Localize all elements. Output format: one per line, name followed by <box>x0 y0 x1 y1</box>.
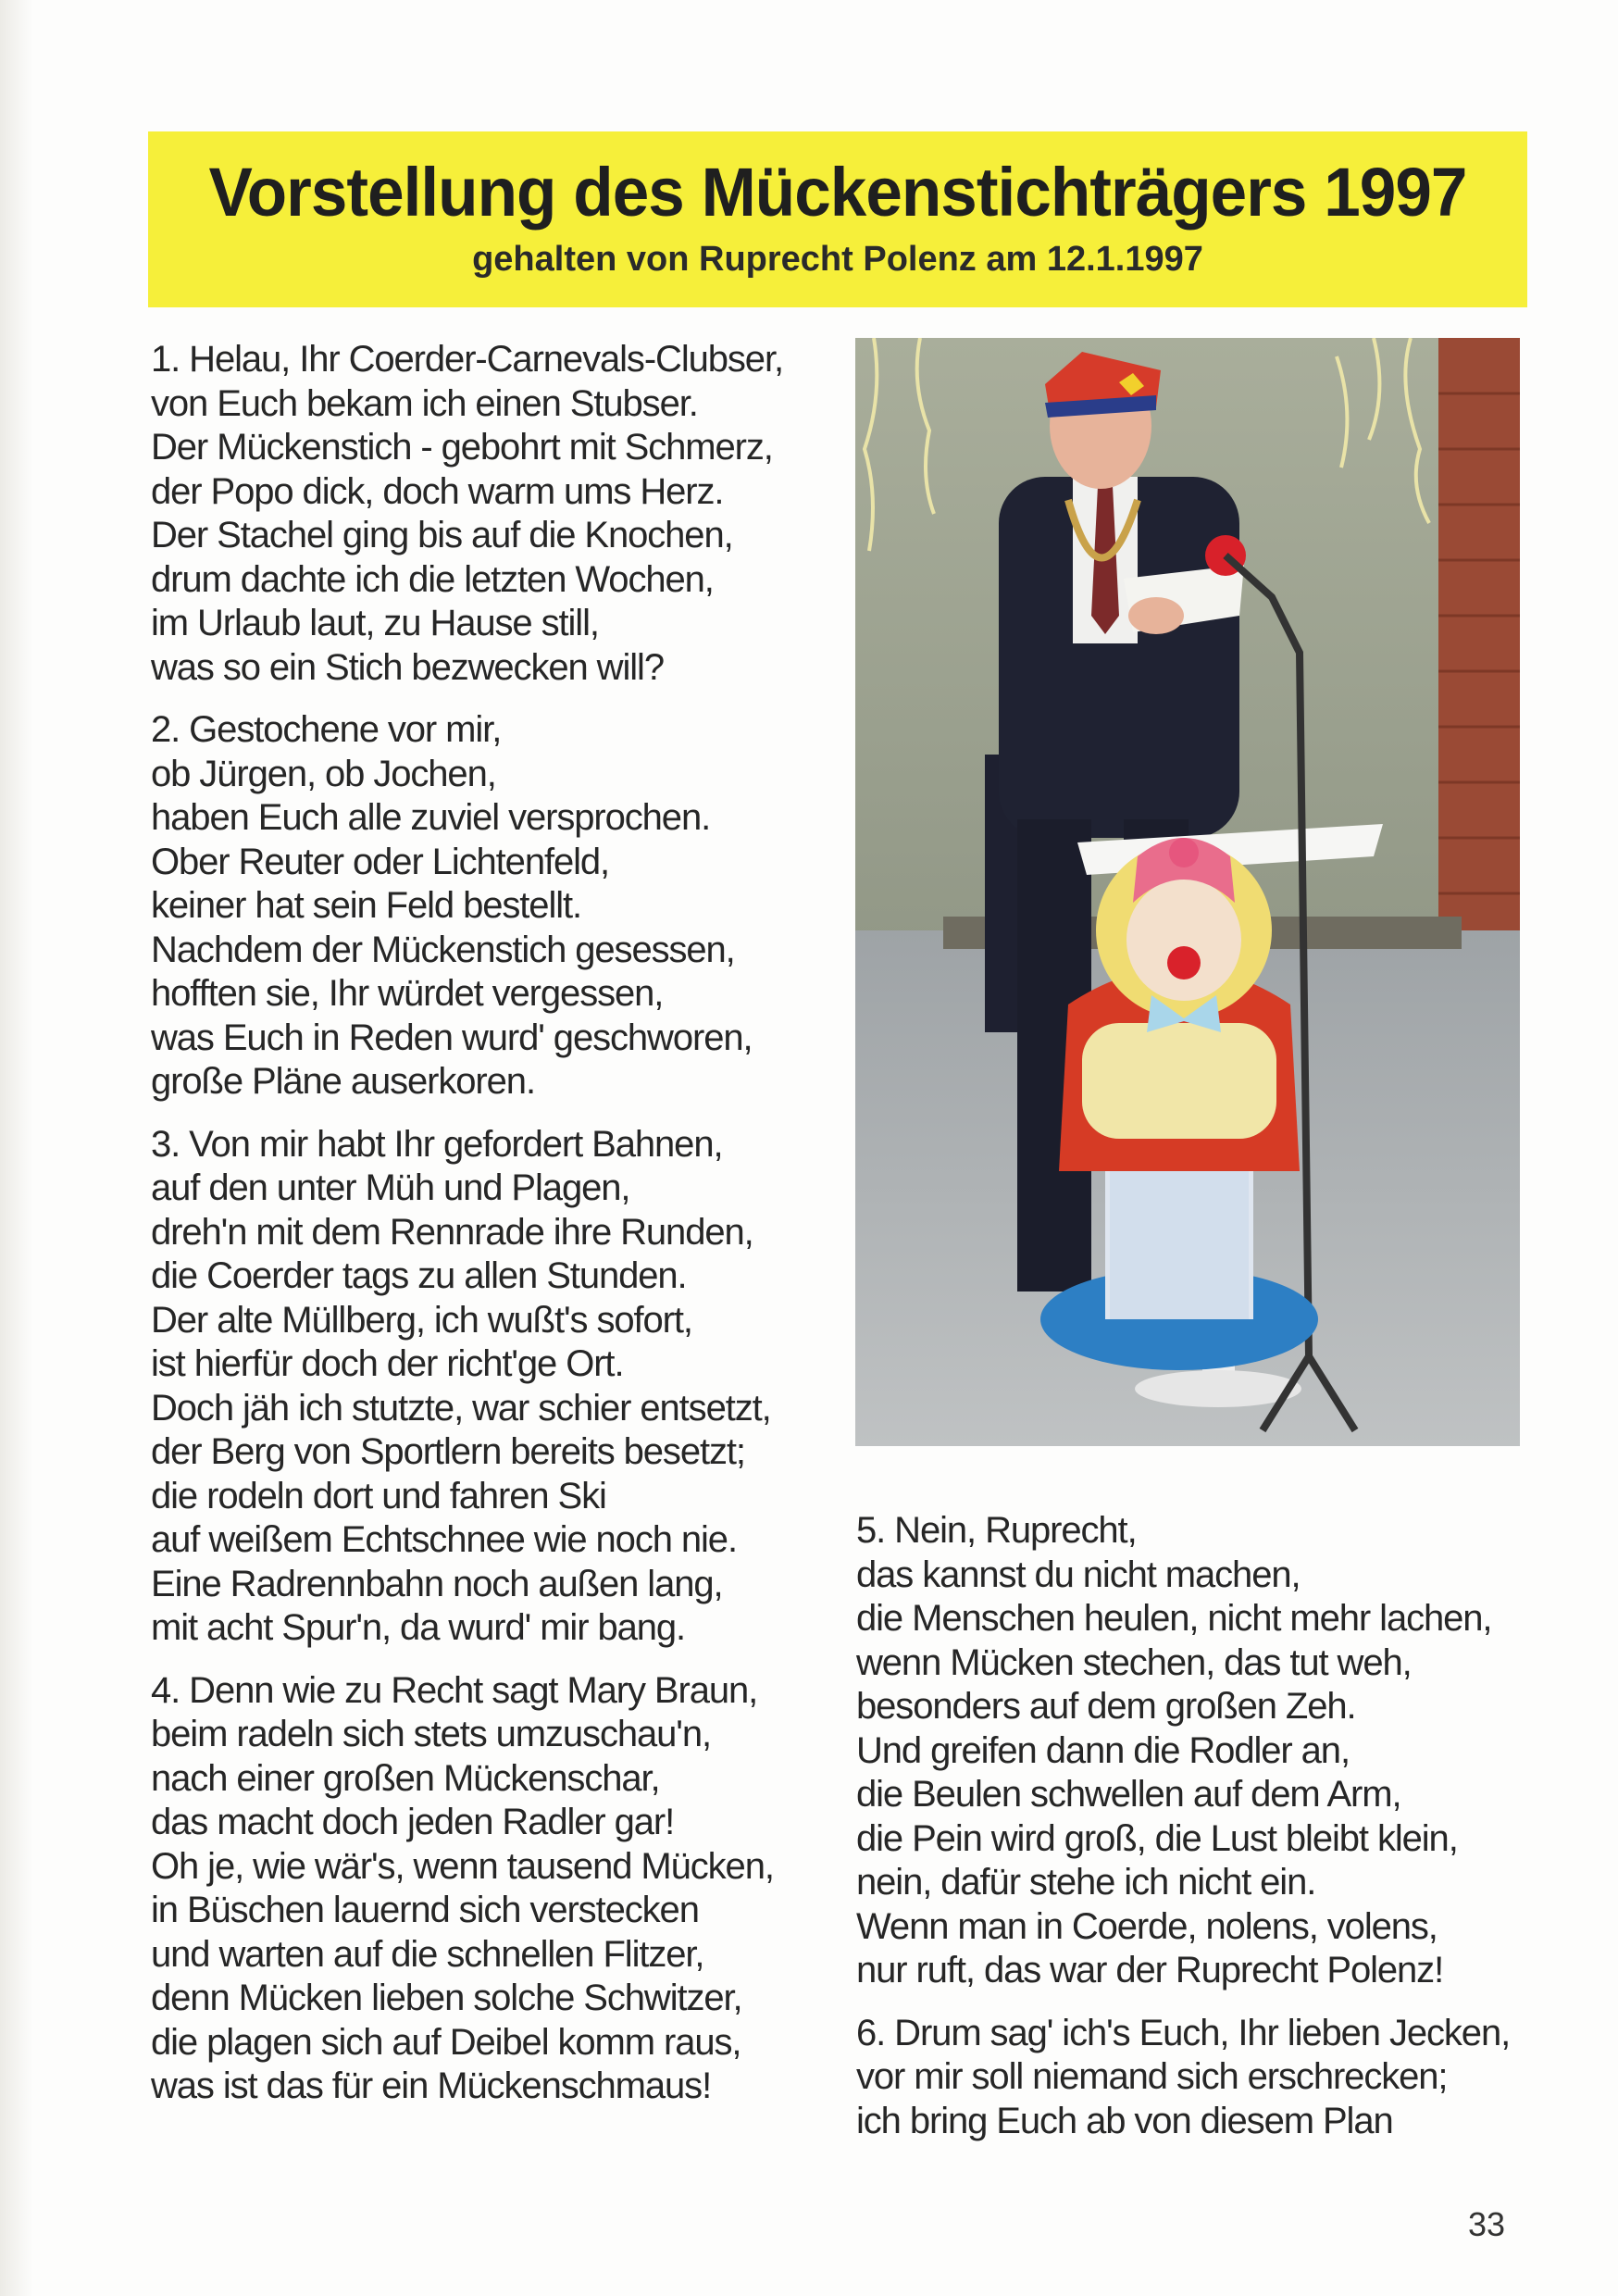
verse-line: beim radeln sich stets umzuschau'n, <box>151 1714 711 1754</box>
verse-line: in Büschen lauernd sich verstecken <box>151 1890 699 1930</box>
verse-line: ob Jürgen, ob Jochen, <box>151 753 496 794</box>
stanza-5 <box>856 1509 1523 1993</box>
verse-line: Oh je, wie wär's, wenn tausend Mücken, <box>151 1845 774 1887</box>
title-banner <box>148 131 1527 307</box>
verse-line: Wenn man in Coerde, nolens, volens, <box>856 1905 1438 1947</box>
verse-line: 6. Drum sag' ich's Euch, Ihr lieben Jecken, <box>856 2012 1511 2053</box>
verse-line: ich bring Euch ab von diesem Plan <box>856 2100 1393 2141</box>
right-text-column <box>856 1509 1523 2162</box>
page-subtitle: gehalten von Ruprecht Polenz am 12.1.1997 <box>472 240 1203 279</box>
photo-speaker-at-lectern-with-clown-figure-icon <box>855 338 1520 1446</box>
verse-line: was ist das für ein Mückenschmaus! <box>151 2065 712 2106</box>
verse-line: 4. Denn wie zu Recht sagt Mary Braun, <box>151 1669 758 1711</box>
verse-line: Der Stachel ging bis auf die Knochen, <box>151 515 733 555</box>
verse-line: was Euch in Reden wurd' geschworen, <box>151 1017 753 1058</box>
verse-line: das macht doch jeden Radler gar! <box>151 1802 675 1842</box>
verse-line: nur ruft, das war der Ruprecht Polenz! <box>856 1950 1444 1990</box>
verse-line: die Pein wird groß, die Lust bleibt klein, <box>856 1817 1458 1859</box>
verse-line: nach einer großen Mückenschar, <box>151 1757 660 1799</box>
stanza-3 <box>151 1123 817 1651</box>
verse-line: Eine Radrennbahn noch außen lang, <box>151 1563 723 1604</box>
verse-line: besonders auf dem großen Zeh. <box>856 1686 1356 1727</box>
stanza-2 <box>151 708 817 1104</box>
verse-line: vor mir soll niemand sich erschrecken; <box>856 2056 1448 2097</box>
verse-line: der Berg von Sportlern bereits besetzt; <box>151 1431 745 1472</box>
verse-line: 5. Nein, Ruprecht, <box>856 1510 1137 1551</box>
verse-line: ist hierfür doch der richt'ge Ort. <box>151 1343 624 1384</box>
verse-line: das kannst du nicht machen, <box>856 1554 1301 1595</box>
verse-line: die plagen sich auf Deibel komm raus, <box>151 2021 741 2063</box>
verse-line: die Coerder tags zu allen Stunden. <box>151 1255 687 1296</box>
verse-line: haben Euch alle zuviel versprochen. <box>151 797 711 838</box>
verse-line: nein, dafür stehe ich nicht ein. <box>856 1862 1316 1903</box>
verse-line: Doch jäh ich stutzte, war schier entsetzt, <box>151 1387 771 1429</box>
verse-line: die Menschen heulen, nicht mehr lachen, <box>856 1598 1492 1639</box>
verse-line: von Euch bekam ich einen Stubser. <box>151 382 698 424</box>
verse-line: was so ein Stich bezwecken will? <box>151 646 664 688</box>
verse-line: dreh'n mit dem Rennrade ihre Runden, <box>151 1211 753 1253</box>
event-photo <box>855 338 1520 1446</box>
stanza-4 <box>151 1669 817 2109</box>
verse-line: Der Mückenstich - gebohrt mit Schmerz, <box>151 427 773 468</box>
verse-line: Ober Reuter oder Lichtenfeld, <box>151 841 610 882</box>
verse-line: 1. Helau, Ihr Coerder-Carnevals-Clubser, <box>151 339 783 380</box>
stanza-1 <box>151 338 817 690</box>
left-text-column <box>151 338 817 2128</box>
verse-line: mit acht Spur'n, da wurd' mir bang. <box>151 1607 686 1648</box>
stanza-6 <box>856 2012 1523 2144</box>
verse-line: 2. Gestochene vor mir, <box>151 709 502 750</box>
verse-line: denn Mücken lieben solche Schwitzer, <box>151 1978 742 2018</box>
verse-line: auf den unter Müh und Plagen, <box>151 1167 630 1208</box>
page-title: Vorstellung des Mückenstichträgers 1997 <box>208 154 1467 231</box>
verse-line: im Urlaub laut, zu Hause still, <box>151 603 599 643</box>
verse-line: und warten auf die schnellen Flitzer, <box>151 1933 704 1975</box>
verse-line: die rodeln dort und fahren Ski <box>151 1475 606 1516</box>
verse-line: Nachdem der Mückenstich gesessen, <box>151 929 735 970</box>
verse-line: wenn Mücken stechen, das tut weh, <box>856 1641 1412 1683</box>
verse-line: Der alte Müllberg, ich wußt's sofort, <box>151 1299 692 1341</box>
verse-line: 3. Von mir habt Ihr gefordert Bahnen, <box>151 1123 723 1165</box>
verse-line: große Pläne auserkoren. <box>151 1061 535 1102</box>
page-edge-shadow <box>0 0 33 2296</box>
verse-line: Und greifen dann die Rodler an, <box>856 1729 1350 1771</box>
verse-line: keiner hat sein Feld bestellt. <box>151 885 582 926</box>
page-number: 33 <box>1468 2205 1506 2243</box>
verse-line: die Beulen schwellen auf dem Arm, <box>856 1774 1401 1815</box>
verse-line: drum dachte ich die letzten Wochen, <box>151 558 714 600</box>
verse-line: der Popo dick, doch warm ums Herz. <box>151 470 724 512</box>
verse-line: auf weißem Echtschnee wie noch nie. <box>151 1519 737 1560</box>
verse-line: hofften sie, Ihr würdet vergessen, <box>151 973 664 1014</box>
